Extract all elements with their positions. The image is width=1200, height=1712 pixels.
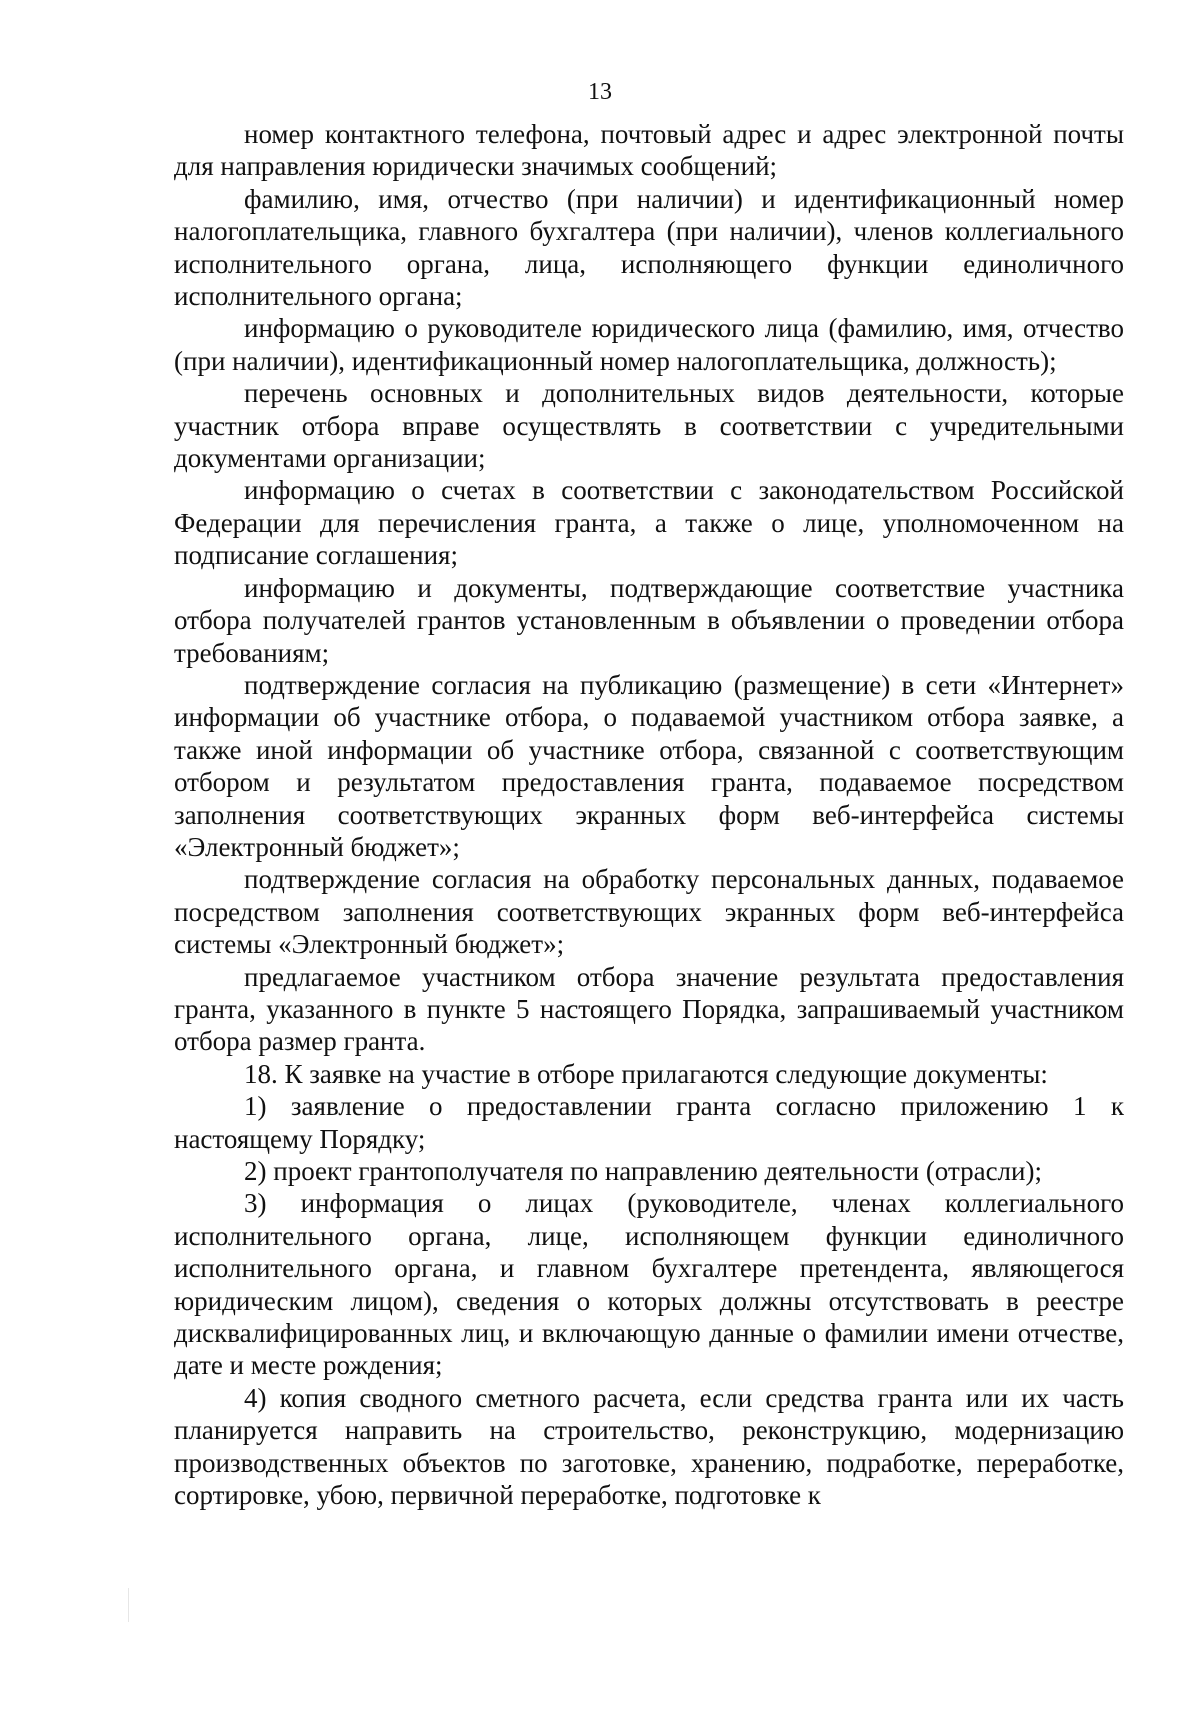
paragraph-contact-info: номер контактного телефона, почтовый адрес и адрес электронной почты для направления юридически значимых сообщений; [174,119,1124,182]
page-number: 13 [588,79,612,105]
paragraph-personal-data-consent: подтверждение согласия на обработку персональных данных, подаваемое посредством заполнения соответствующих экранных форм веб-интерфейса системы «Электронный бюджет»; [174,864,1124,960]
paragraph-publication-consent: подтверждение согласия на публикацию (размещение) в сети «Интернет» информации об участнике отбора, о подаваемой участником отбора заявке, а также иной информации об участнике отбора, связанной с соответствующим отбором и результатом предоставления гранта, подаваемое посредством заполнения соответствующих экранных форм веб-интерфейса системы «Электронный бюджет»; [174,669,1124,862]
paragraph-accounts-info: информацию о счетах в соответствии с законодательством Российской Федерации для перечисления гранта, а также о лице, уполномоченном на подписание соглашения; [174,475,1124,571]
paragraph-activities-list: перечень основных и дополнительных видов деятельности, которые участник отбора вправе осуществлять в соответствии с учредительными документами организации; [174,378,1124,474]
paragraph-compliance-docs: информацию и документы, подтверждающие соответствие участника отбора получателей грантов установленным в объявлении о проведении отбора требованиям; [174,572,1124,668]
paragraph-item-2: 2) проект грантополучателя по направлению деятельности (отрасли); [244,1156,1042,1186]
paragraph-item-4: 4) копия сводного сметного расчета, если средства гранта или их часть планируется направить на строительство, реконструкцию, модернизацию производственных объектов по заготовке, хранению, подработке, переработке, сортировке, убою, первичной переработке, подготовке к [174,1382,1124,1511]
paragraph-director-info: информацию о руководителе юридического лица (фамилию, имя, отчество (при наличии), идентификационный номер налогоплательщика, должность); [174,313,1124,376]
paragraph-item-18: 18. К заявке на участие в отборе прилагаются следующие документы: [244,1058,1048,1089]
paragraph-item-3: 3) информация о лицах (руководителе, членах коллегиального исполнительного органа, лице, исполняющем функции единоличного исполнительного органа, и главном бухгалтере претендента, являющегося юридическим лицом), сведения о которых должны отсутствовать в реестре дисквалифицированных лиц, и включающую данные о фамилии имени отчестве, дате и месте рождения; [174,1188,1124,1381]
paragraph-proposed-result: предлагаемое участником отбора значение результата предоставления гранта, указанного в пункте 5 настоящего Порядка, запрашиваемый участником отбора размер гранта. [174,961,1124,1057]
document-body [174,118,1124,1511]
scan-margin-mark [128,1588,129,1622]
paragraph-item-1: 1) заявление о предоставлении гранта согласно приложению 1 к настоящему Порядку; [174,1091,1124,1154]
paragraph-accountant-info: фамилию, имя, отчество (при наличии) и идентификационный номер налогоплательщика, главного бухгалтера (при наличии), членов коллегиального исполнительного органа, лица, исполняющего функции единоличного исполнительного органа; [174,183,1124,312]
